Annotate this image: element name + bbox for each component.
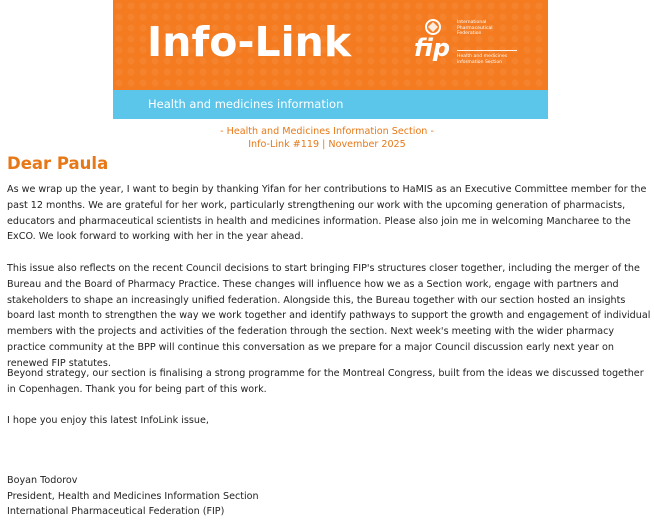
fip-org-name: International Pharmaceutical Federation — [457, 20, 493, 37]
greeting: Dear Paula — [7, 154, 109, 173]
paragraph-closing: I hope you enjoy this latest InfoLink issue, — [7, 415, 209, 426]
signature-title: President, Health and Medicines Information Section — [7, 491, 259, 502]
fip-logo-text: fip — [414, 34, 451, 62]
signature-name: Boyan Todorov — [7, 475, 78, 486]
paragraph-council: This issue also reflects on the recent Council decisions to start bringing FIP's structures closer together, including the merger of the Bureau and the Board of Pharmacy Practice. These changes will influence how we as a Section work, engage with partners and stakeholders to shape an increasingly unified federation. Alongside this, the Bureau together with our section hosted an insights board last month to strengthen the way we work together and identify pathways to support the growth and engagement of individual members with the projects and activities of the federation through the section. Next week's meeting with the wider pharmacy practice community at the BPP will continue this conversation as we prepare for a major Council discussion early next year on renewed FIP statutes. — [7, 263, 651, 369]
paragraph-intro: As we wrap up the year, I want to begin by thanking Yifan for her contributions to HaMIS as an Executive Committee member for the past 12 months. We are grateful for her work, particularly strengthening our work with the upcoming generation of pharmacists, educators and pharmaceutical scientists in health and medicines information. Please also join me in welcoming Mancharee to the ExCO. We look forward to working with her in the year ahead. — [7, 184, 647, 243]
banner-subtitle: Health and medicines information — [148, 97, 344, 111]
signature-organization: International Pharmaceutical Federation (FIP) — [7, 506, 225, 517]
banner-title: Info-Link — [147, 18, 352, 66]
fip-divider — [457, 50, 517, 51]
infolink-banner — [113, 0, 548, 119]
fip-section-name: Health and medicines information Section — [457, 54, 508, 65]
paragraph-strategy: Beyond strategy, our section is finalising a strong programme for the Montreal Congress, built from the ideas we discussed together in Copenhagen. Thank you for being part of this work. — [7, 368, 644, 395]
issue-line: Info-Link #119 | November 2025 — [248, 139, 406, 150]
section-line: - Health and Medicines Information Section - — [220, 126, 434, 137]
